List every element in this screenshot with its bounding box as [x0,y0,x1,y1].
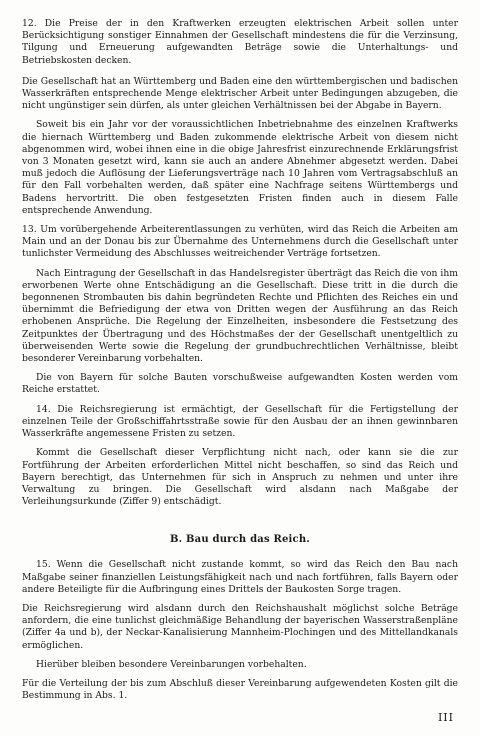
paragraph-12-delivery: Die Gesellschaft hat an Württemberg und Baden eine den württembergischen und badischen Wasserkräften entsprechende Menge elektrischer Arbeit unter Bedingungen abzugeben, die nicht ungünstiger sein dürfen, als unter gleichen Verhältnissen bei der Abgabe in Bayern. [22,75,458,112]
paragraph-12-deadlines: Soweit bis ein Jahr vor der voraussichtlichen Inbetriebnahme des einzelnen Kraftwerks die hiernach Württemberg und Baden zukommende elektrische Arbeit von diesem nicht abgenommen wird, wobei ihnen eine in die obige Jahresfrist einzurechnende Erklärungsfrist von 3 Monaten gesetzt wird, kann sie auch an andere Abnehmer abgesetzt werden. Dabei muß jedoch die Auflösung der Lieferungsverträge nach 10 Jahren vom Vertragsabschluß an für den Fall vorbehalten werden, daß später eine Nachfrage seitens Württembergs und Badens hervortritt. Die oben festgesetzten Fristen finden auch in diesem Falle entsprechende Anwendung. [22,119,458,216]
paragraph-14: 14. Die Reichsregierung ist ermächtigt, der Gesellschaft für die Fertigstellung der einzelnen Teile der Großschiffahrtsstraße sowie für den Ausbau der an ihnen gewinnbaren Wasserkräfte angemessene Fristen zu setzen. [22,403,458,440]
section-heading: B. Bau durch das Reich. [170,534,310,546]
paragraph-15-costs: Für die Verteilung der bis zum Abschluß dieser Vereinbarung aufgewendeten Kosten gilt die Bestimmung in Abs. 1. [22,677,458,702]
paragraph-15-budget: Die Reichsregierung wird alsdann durch den Reichshaushalt möglichst solche Beträge anfordern, die eine tunlichst gleichmäßige Behandlung der bayerischen Wasserstraßenpläne (Ziffer 4a und b), der Neckar-Kanalisierung Mannheim-Plochingen und des Mittellandkanals ermöglichen. [22,602,458,651]
page-number: III [437,711,454,724]
paragraph-12: 12. Die Preise der in den Kraftwerken erzeugten elektrischen Arbeit sollen unter Berücksichtigung sonstiger Einnahmen der Gesellschaft mindestens die für die Verzinsung, Tilgung und Erneuerung aufgewandten Beträge sowie die Unterhaltungs- und Betriebskosten decken. [22,18,458,66]
paragraph-14-default: Kommt die Gesellschaft dieser Verpflichtung nicht nach, oder kann sie die zur Fortführung der Arbeiten erforderlichen Mittel nicht beschaffen, so sind das Reich und Bayern berechtigt, das Unternehmen für sich in Anspruch zu nehmen und unter ihre Verwaltung zu bringen. Die Gesellschaft wird alsdann nach Maßgabe der Verleihungsurkunde (Ziffer 9) entschädigt. [22,447,458,508]
paragraph-15: 15. Wenn die Gesellschaft nicht zustande kommt, so wird das Reich den Bau nach Maßgabe seiner finanziellen Leistungsfähigkeit nach und nach fortführen, falls Bayern oder andere Beteiligte für die Aufbringung eines Drittels der Baukosten Sorge tragen. [22,559,458,595]
paragraph-13: 13. Um vorübergehende Arbeiterentlassungen zu verhüten, wird das Reich die Arbeiten am Main und an der Donau bis zur Übernahme des Unternehmens durch die Gesellschaft unter tunlichster Vermeidung des Abschlusses weitreichender Verträge fortsetzen. [22,224,458,260]
paragraph-15-agreements: Hierüber bleiben besondere Vereinbarungen vorbehalten. [36,658,307,670]
paragraph-13-transfer: Nach Eintragung der Gesellschaft in das Handelsregister überträgt das Reich die von ihm erworbenen Werte ohne Entschädigung an die Gesellschaft. Diese tritt in die durch die begonnenen Strombauten bis dahin begründeten Rechte und Pflichten des Reiches ein und übernimmt die Befriedigung der etwa von Dritten wegen der Ausführung an das Reich erhobenen Ansprüche. Die Regelung der Einzelheiten, insbesondere die Festsetzung des Zeitpunktes der Übertragung und des Höchstmaßes der der Gesellschaft unentgeltlich zu überweisenden Werte sowie die Regelung der grundbuchrechtlichen Verhältnisse, bleibt besonderer Vereinbarung vorbehalten. [22,267,458,365]
paragraph-13-costs: Die von Bayern für solche Bauten vorschußweise aufgewandten Kosten werden vom Reiche erstattet. [22,372,458,396]
